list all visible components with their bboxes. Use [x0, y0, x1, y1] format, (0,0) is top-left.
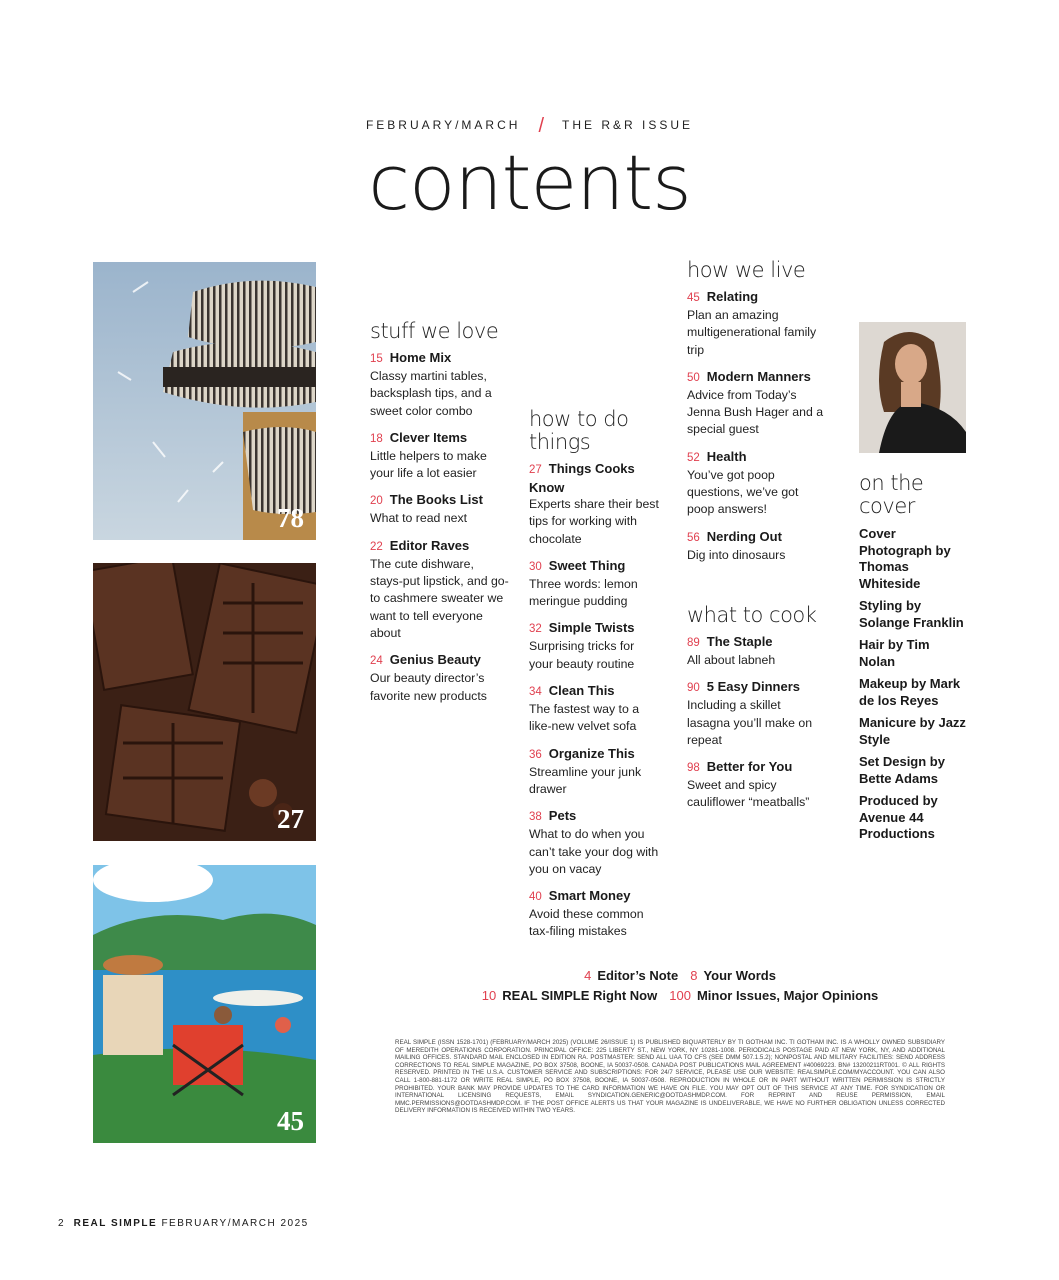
- item-title-row: [370, 537, 510, 556]
- lake-illustration-icon: [93, 865, 316, 1143]
- item-title[interactable]: Health: [706, 448, 747, 464]
- link-editors-note[interactable]: Editor’s Note: [597, 968, 679, 983]
- item-title[interactable]: Clever Items: [389, 429, 468, 445]
- photo-page-number: 78: [277, 503, 304, 533]
- item-title[interactable]: Smart Money: [548, 888, 631, 904]
- cover-credit: Cover Photograph by Thomas Whiteside: [859, 526, 951, 591]
- item-title[interactable]: Clean This: [548, 683, 615, 699]
- item-title-row: [687, 368, 827, 387]
- page-number: 52: [687, 451, 700, 464]
- toc-item[interactable]: [529, 619, 659, 673]
- toc-item[interactable]: [687, 448, 827, 519]
- page-number: 50: [687, 371, 700, 384]
- link-minor-issues[interactable]: Minor Issues, Major Opinions: [696, 988, 879, 1003]
- page-number: 18: [370, 432, 383, 445]
- page-number: 8: [690, 968, 698, 983]
- page-number: 34: [529, 686, 542, 699]
- toc-item[interactable]: [529, 887, 659, 941]
- photo-page-number: 27: [277, 804, 304, 834]
- footer-page-number: 2: [58, 1218, 66, 1229]
- bottom-links: [380, 966, 980, 1006]
- item-title[interactable]: Simple Twists: [548, 620, 635, 636]
- toc-item[interactable]: [529, 460, 659, 548]
- item-title-row: [370, 429, 510, 448]
- item-description: Our beauty director’s favorite new products: [370, 671, 487, 703]
- toc-item[interactable]: [529, 557, 659, 611]
- item-title[interactable]: The Books List: [389, 492, 483, 508]
- toc-item[interactable]: [529, 745, 659, 799]
- page-number: 15: [370, 353, 383, 365]
- page-number: 32: [529, 623, 542, 636]
- photo-page-number: 45: [277, 1106, 304, 1136]
- item-title-row: [687, 758, 827, 777]
- toc-item[interactable]: [370, 491, 510, 527]
- issue-kicker: [0, 115, 1059, 138]
- item-description: Streamline your junk drawer: [529, 764, 642, 796]
- slash-divider: /: [538, 115, 544, 137]
- item-title-row: [529, 460, 659, 496]
- page-number: 4: [584, 968, 592, 983]
- cover-credit: Styling by Solange Franklin: [859, 598, 964, 630]
- fine-print: REAL SIMPLE (ISSN 1528-1701) (FEBRUARY/MARCH 2025) (VOLUME 26/ISSUE 1) IS PUBLISHED BIQUARTERLY BY TI GOTHAM INC. TI GOTHAM INC. IS A WHOLLY OWNED SUBSIDIARY OF MEREDITH OPERATIONS CORPORATION. PRINCIPAL OFFICE: 225 LIBERTY ST., NEW YORK, NY 10281-1008. PERIODICALS POSTAGE PAID AT NEW YORK, NY, AND ADDITIONAL MAILING OFFICES. STANDARD MAIL ENCLOSED IN EDITION RA. POSTMASTER: SEND ALL UAA TO CFS (SEE DMM 507.1.5.2); NONPOSTAL AND MILITARY FACILITIES: SEND ADDRESS CORRECTIONS TO REAL SIMPLE MAGAZINE, PO BOX 37508, BOONE, IA 50037-0508. CANADA POST PUBLICATIONS MAIL AGREEMENT #40069223. BN# 13200211RT001. © ALL RIGHTS RESERVED. PRINTED IN THE U.S.A. CUSTOMER SERVICE AND SUBSCRIPTIONS: FOR 24/7 SERVICE, PLEASE USE OUR WEBSITE: REALSIMPLE.COM/MYACCOUNT. YOU CAN ALSO CALL 1-800-881-1172 OR WRITE REAL SIMPLE, PO BOX 37508, BOONE, IA 50037-0508. REPRODUCTION IN WHOLE OR IN PART WITHOUT WRITTEN PERMISSION IS STRICTLY PROHIBITED. YOUR BANK MAY PROVIDE UPDATES TO THE CARD INFORMATION WE HAVE ON FILE. YOU MAY OPT OUT OF THIS SERVICE AT ANY TIME. FOR SYNDICATION OR INTERNATIONAL LICENSING REQUESTS, EMAIL SYNDICATION.GENERIC@DOTDASHMDP.COM. FOR REPRINT AND REUSE PERMISSION, EMAIL MMC.PERMISSIONS@DOTDASHMDP.COM. IF THE POST OFFICE ALERTS US THAT YOUR MAGAZINE IS UNDELIVERABLE, WE HAVE NO FURTHER OBLIGATION UNLESS CORRECTED DELIVERY INFORMATION IS RECEIVED WITHIN TWO YEARS.: [395, 1039, 945, 1115]
- cover-credit: Manicure by Jazz Style: [859, 715, 966, 747]
- chocolate-photo-icon: [93, 563, 316, 841]
- toc-item[interactable]: [370, 537, 510, 642]
- item-description: You’ve got poop questions, we’ve got poop answers!: [687, 467, 799, 517]
- page-number: 38: [529, 811, 542, 824]
- item-title[interactable]: Genius Beauty: [389, 652, 481, 668]
- on-the-cover: [859, 472, 969, 849]
- item-description: Three words: lemon meringue pudding: [529, 576, 638, 609]
- item-description: Sweet and spicy cauliflower “meatballs”: [687, 778, 810, 810]
- item-description: Dig into dinosaurs: [687, 547, 786, 562]
- item-title[interactable]: Pets: [548, 808, 577, 824]
- item-title[interactable]: Relating: [706, 289, 759, 304]
- item-description: Experts share their best tips for working with chocolate: [529, 497, 659, 546]
- toc-item[interactable]: [687, 288, 827, 359]
- section-heading: what to cook: [687, 603, 817, 627]
- item-description: The fastest way to a like-new velvet sofa: [529, 702, 640, 734]
- link-your-words[interactable]: Your Words: [703, 968, 776, 983]
- cover-credit: Makeup by Mark de los Reyes: [859, 676, 961, 708]
- item-title[interactable]: Home Mix: [389, 350, 452, 365]
- page-number: 98: [687, 762, 700, 775]
- section-heading: how to do things: [529, 407, 629, 454]
- item-title-row: [370, 651, 510, 670]
- item-description: Avoid these common tax-filing mistakes: [529, 907, 644, 939]
- item-title-row: [529, 557, 659, 576]
- footer-date: FEBRUARY/MARCH 2025: [161, 1218, 309, 1229]
- item-title[interactable]: 5 Easy Dinners: [706, 679, 801, 695]
- item-title-row: [529, 619, 659, 638]
- section-how-we-live: [687, 259, 827, 573]
- cover-credit: Set Design by Bette Adams: [859, 754, 945, 786]
- item-description: What to read next: [370, 511, 468, 526]
- toc-item[interactable]: [687, 758, 827, 812]
- toc-item[interactable]: [529, 682, 659, 736]
- item-description: Including a skillet lasagna you’ll make on repeat: [687, 698, 813, 747]
- item-title[interactable]: The Staple: [706, 634, 773, 649]
- page-number: 45: [687, 292, 700, 304]
- cover-photo[interactable]: [859, 322, 966, 453]
- page-number: 56: [687, 531, 700, 544]
- item-title[interactable]: Modern Manners: [706, 368, 811, 384]
- item-description: What to do when you can’t take your dog with you on vacay: [529, 827, 659, 876]
- photo-cushions[interactable]: [93, 262, 316, 540]
- toc-item[interactable]: [687, 528, 827, 564]
- item-title-row: [529, 887, 659, 906]
- toc-item[interactable]: [370, 429, 510, 483]
- cushions-photo-icon: [93, 262, 316, 540]
- page-number: 90: [687, 682, 700, 695]
- item-description: The cute dishware, stays-put lipstick, and go-to cashmere sweater we want to tell everyone about: [370, 556, 509, 640]
- section-how-to-do-things: [529, 408, 659, 950]
- toc-item[interactable]: [370, 349, 510, 420]
- item-title[interactable]: Sweet Thing: [548, 557, 626, 573]
- item-title-row: [687, 288, 827, 307]
- item-description: Classy martini tables, backsplash tips, and a sweet color combo: [370, 369, 492, 418]
- item-title[interactable]: Editor Raves: [389, 537, 470, 553]
- item-title-row: [370, 491, 510, 510]
- item-description: Little helpers to make your life a lot easier: [370, 448, 487, 481]
- toc-item[interactable]: [687, 633, 827, 669]
- item-title[interactable]: Organize This: [548, 745, 635, 761]
- item-title-row: [529, 745, 659, 764]
- page-number: 40: [529, 891, 542, 904]
- page-number: 20: [370, 495, 383, 508]
- page-number: 30: [529, 560, 542, 573]
- item-title-row: [687, 633, 827, 652]
- issue-name: THE R&R ISSUE: [562, 118, 694, 132]
- item-description: Advice from Today’s Jenna Bush Hager and a special guest: [687, 387, 824, 437]
- item-description: Plan an amazing multigenerational family trip: [687, 308, 817, 357]
- footer-brand: REAL SIMPLE: [73, 1218, 158, 1229]
- toc-item[interactable]: [687, 368, 827, 439]
- item-title-row: [529, 682, 659, 701]
- item-title[interactable]: Nerding Out: [706, 528, 782, 544]
- page-number: 24: [370, 655, 383, 668]
- page-footer: [58, 1218, 309, 1229]
- link-right-now[interactable]: REAL SIMPLE Right Now: [502, 988, 658, 1003]
- photo-chocolate[interactable]: [93, 563, 316, 841]
- page-number: 22: [370, 540, 383, 553]
- section-heading: stuff we love: [370, 319, 499, 343]
- toc-item[interactable]: [529, 807, 659, 878]
- cover-credit: Hair by Tim Nolan: [859, 637, 930, 669]
- item-title[interactable]: Things Cooks Know: [529, 461, 635, 495]
- section-stuff-we-love: [370, 320, 510, 714]
- item-title-row: [687, 528, 827, 547]
- page-number: 89: [687, 637, 700, 649]
- cover-heading: on the cover: [859, 471, 924, 518]
- section-what-to-cook: [687, 604, 827, 821]
- page-number: 10: [481, 988, 497, 1003]
- page-number: 27: [529, 464, 542, 476]
- item-description: Surprising tricks for your beauty routine: [529, 639, 635, 671]
- item-title-row: [687, 448, 827, 467]
- item-title-row: [370, 349, 510, 368]
- cover-credit: Produced by Avenue 44 Productions: [859, 793, 938, 841]
- item-title-row: [529, 807, 659, 826]
- page-number: 36: [529, 748, 542, 761]
- toc-item[interactable]: [687, 678, 827, 749]
- photo-lake[interactable]: [93, 865, 316, 1143]
- cover-model-photo-icon: [859, 322, 966, 453]
- page-title: contents: [368, 138, 691, 227]
- section-heading: how we live: [687, 258, 806, 282]
- item-title-row: [687, 678, 827, 697]
- toc-item[interactable]: [370, 651, 510, 705]
- issue-date: FEBRUARY/MARCH: [365, 118, 521, 132]
- item-title[interactable]: Better for You: [706, 759, 793, 775]
- page-number: 100: [669, 988, 691, 1003]
- item-description: All about labneh: [687, 653, 776, 667]
